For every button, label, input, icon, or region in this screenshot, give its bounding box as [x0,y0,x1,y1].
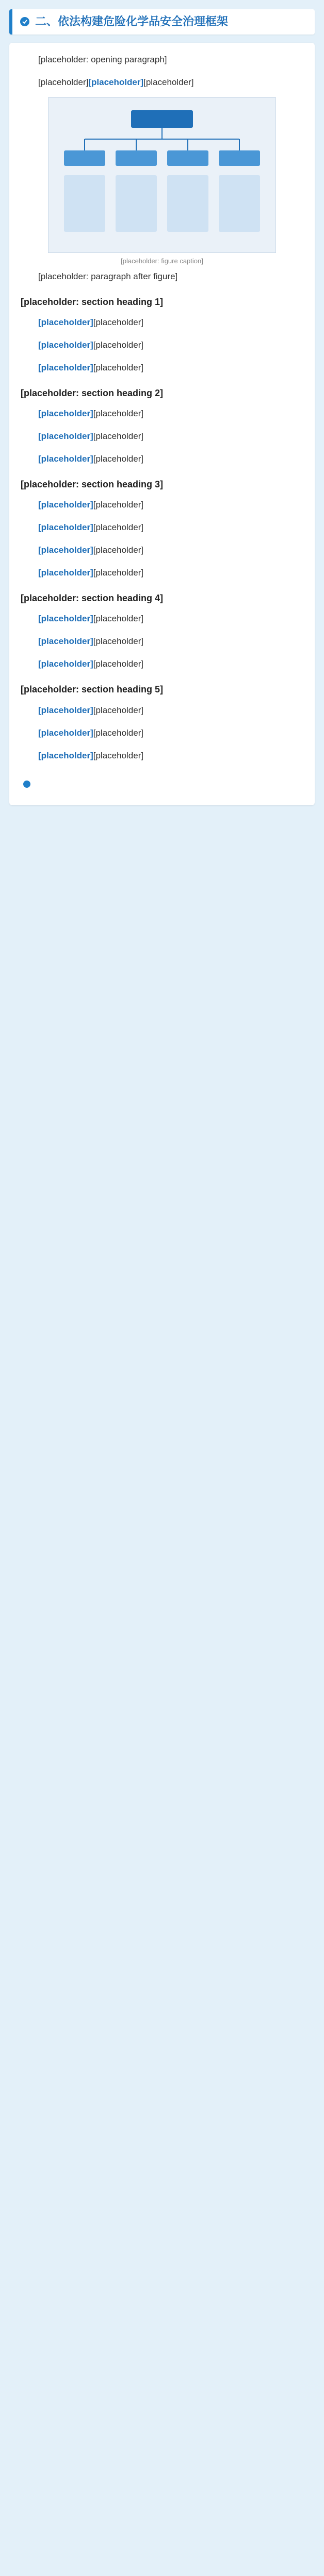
paragraph-highlight: [placeholder] [38,545,93,555]
article-section [21,592,303,672]
section-paragraph [21,703,303,718]
paragraph-highlight: [placeholder] [38,568,93,578]
section-paragraph [21,543,303,558]
paragraph-highlight: [placeholder] [38,727,93,738]
paragraph-text: [placeholder] [93,659,144,669]
paragraph-text: [placeholder] [93,750,144,760]
section-heading: [placeholder: section heading 3] [21,479,164,489]
paragraph-text: [placeholder] [93,614,144,624]
paragraph-text: [placeholder] [93,545,144,555]
paragraph-text: [placeholder] [93,705,144,715]
paragraph-highlight: [placeholder] [38,750,93,760]
paragraph-highlight: [placeholder] [38,522,93,533]
article-section [21,387,303,467]
intro-text-suffix: [placeholder] [143,77,194,87]
paragraph-text: [placeholder] [93,522,144,533]
figure-caption: [placeholder: figure caption] [121,257,203,265]
section-heading: [placeholder: section heading 4] [21,593,164,604]
section-paragraph [21,337,303,353]
paragraph-text: [placeholder] [93,362,144,372]
paragraph-text: [placeholder] [93,317,144,327]
bottom-marker-icon [23,780,31,788]
article-card [9,43,315,805]
article-page [0,0,324,826]
article-section [21,478,303,581]
paragraph-text: [placeholder] [93,431,144,441]
paragraph-highlight: [placeholder] [38,317,93,327]
section-paragraph [21,406,303,421]
paragraph-text: [placeholder] [93,453,144,464]
paragraph-text: [placeholder] [93,408,144,418]
sections-container [21,296,303,764]
paragraph-highlight: [placeholder] [38,705,93,715]
section-heading: [placeholder: section heading 1] [21,296,164,307]
section-paragraph [21,451,303,467]
paragraph-highlight: [placeholder] [38,614,93,624]
bookmark-icon [20,16,30,27]
section-paragraph [21,565,303,581]
paragraph-highlight: [placeholder] [38,340,93,350]
paragraph-highlight: [placeholder] [38,453,93,464]
figure-image [48,97,276,253]
section-paragraph [21,611,303,626]
framework-figure [21,97,303,265]
paragraph-text: [placeholder] [93,340,144,350]
paragraph-highlight: [placeholder] [38,659,93,669]
paragraph-highlight: [placeholder] [38,431,93,441]
paragraph-highlight: [placeholder] [38,500,93,510]
after-figure-paragraph: [placeholder: paragraph after figure] [38,271,178,281]
section-title: 二、依法构建危险化学品安全治理框架 [35,15,229,28]
paragraph-text: [placeholder] [93,568,144,578]
paragraph-highlight: [placeholder] [38,362,93,372]
paragraph-text: [placeholder] [93,636,144,647]
intro-text-prefix: [placeholder] [38,77,89,87]
section-paragraph [21,656,303,672]
section-paragraph [21,520,303,535]
section-header [9,9,315,35]
section-paragraph [21,497,303,513]
framework-diagram-graphic [54,103,270,247]
section-heading: [placeholder: section heading 5] [21,684,164,695]
intro-paragraph-2 [21,75,303,90]
intro-highlight: [placeholder] [88,77,144,87]
article-section [21,683,303,763]
paragraph-highlight: [placeholder] [38,636,93,647]
section-paragraph [21,634,303,649]
section-paragraph [21,360,303,376]
paragraph-text: [placeholder] [93,500,144,510]
intro-paragraph-1: [placeholder: opening paragraph] [38,54,167,64]
paragraph-highlight: [placeholder] [38,408,93,418]
section-heading: [placeholder: section heading 2] [21,387,164,398]
section-paragraph [21,725,303,741]
section-paragraph [21,429,303,444]
section-paragraph [21,315,303,330]
article-section [21,296,303,376]
section-paragraph [21,748,303,764]
paragraph-text: [placeholder] [93,727,144,738]
